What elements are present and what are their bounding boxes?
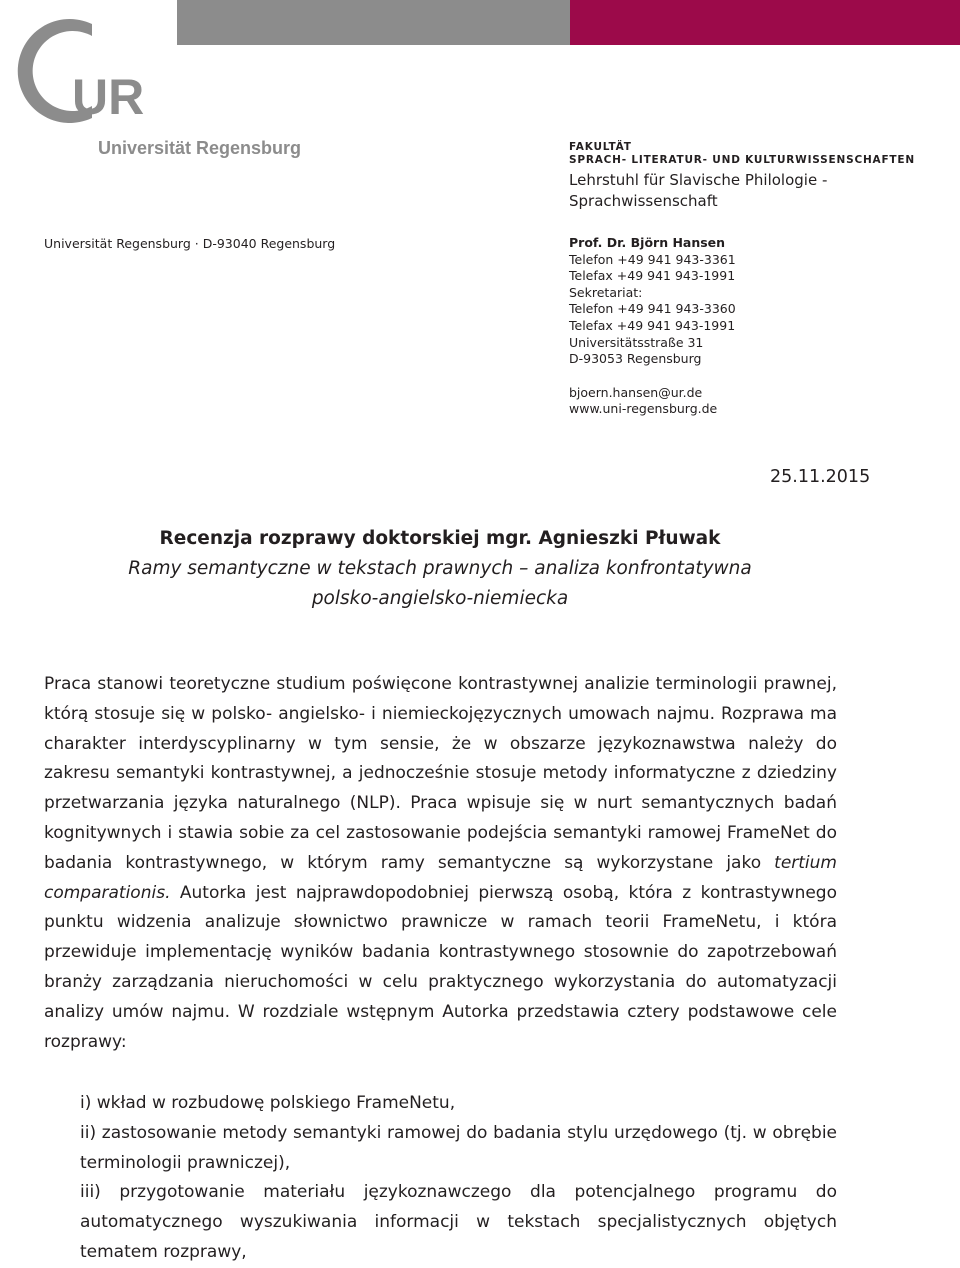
department-block	[569, 141, 915, 212]
contact-city: D-93053 Regensburg	[569, 351, 702, 367]
header-gray-bar	[177, 0, 570, 45]
faculty-name: SPRACH- LITERATUR- UND KULTURWISSENSCHAFTEN	[569, 154, 915, 166]
sender-line: Universität Regensburg · D-93040 Regensburg	[44, 236, 336, 251]
faculty-label: FAKULTÄT	[569, 141, 632, 153]
paragraph-1-part-b: Autorka jest najprawdopodobniej pierwszą osobą, która z kontrastywnego punktu widzenia analizuje słownictwo prawnicze w ramach teorii FrameNetu, i która przewiduje implementację wyników badania kontrastywnego stosownie do zapotrzebowań branży zarządzania nieruchomości w celu praktycznego wykorzystania do automatyzacji analizy umów najmu. W rozdziale wstępnym Autorka przedstawia cztery podstawowe cele rozprawy:	[44, 882, 837, 1052]
secretariat-label: Sekretariat:	[569, 284, 643, 300]
contact-street: Universitätsstraße 31	[569, 334, 704, 350]
paragraph-1-italic: tertium comparationis.	[44, 852, 837, 903]
university-logo	[2, 18, 147, 128]
title-line-2: Ramy semantyczne w tekstach prawnych – analiza konfrontatywna	[128, 558, 752, 579]
secretariat-fax: Telefax +49 941 943-1991	[569, 317, 736, 333]
contact-phone: Telefon +49 941 943-3361	[569, 251, 736, 267]
letter-date: 25.11.2015	[770, 467, 871, 487]
goal-item: iii) przygotowanie materiału językoznawczego dla potencjalnego programu do automatycznego wyszukiwania informacji w tekstach specjalistycznych objętych tematem rozprawy,	[80, 1182, 837, 1262]
contact-email[interactable]: bjoern.hansen@ur.de	[569, 384, 703, 400]
goal-item: i) wkład w rozbudowę polskiego FrameNetu,	[80, 1093, 456, 1113]
goal-item: ii) zastosowanie metody semantyki ramowej do badania stylu urzędowego (tj. w obrębie terminologii prawniczej),	[80, 1122, 837, 1173]
title-line-1: Recenzja rozprawy doktorskiej mgr. Agnieszki Płuwak	[159, 528, 721, 549]
body-text	[44, 670, 837, 1057]
contact-web[interactable]: www.uni-regensburg.de	[569, 401, 718, 417]
paragraph-1	[44, 670, 837, 1057]
chair-name: Lehrstuhl für Slavische Philologie - Sprachwissenschaft	[569, 171, 828, 210]
secretariat-phone: Telefon +49 941 943-3360	[569, 301, 736, 317]
university-name: Universität Regensburg	[98, 138, 302, 158]
header-magenta-bar	[570, 0, 960, 45]
goals-list	[80, 1089, 837, 1268]
logo-text: UR	[72, 69, 145, 125]
contact-block	[569, 235, 736, 418]
title-line-3: polsko-angielsko-niemiecka	[311, 588, 569, 609]
contact-name: Prof. Dr. Björn Hansen	[569, 235, 726, 250]
contact-fax: Telefax +49 941 943-1991	[569, 268, 736, 284]
review-title	[40, 524, 840, 614]
paragraph-1-part-a: Praca stanowi teoretyczne studium poświęcone kontrastywnej analizie terminologii prawnej, którą stosuje się w polsko- angielsko- i niemieckojęzycznych umowach najmu. Rozprawa ma charakter interdyscyplinarny w tym sensie, że w obszarze językoznawstwa należy do zakresu semantyki kontrastywnej, a jednocześnie stosuje metody informatyczne z dziedziny przetwarzania języka naturalnego (NLP). Praca wpisuje się w nurt semantycznych badań kognitywnych i stawia sobie za cel zastosowanie podejścia semantyki ramowej FrameNet do badania kontrastywnego, w którym ramy semantyczne są wykorzystane jako	[44, 674, 837, 873]
